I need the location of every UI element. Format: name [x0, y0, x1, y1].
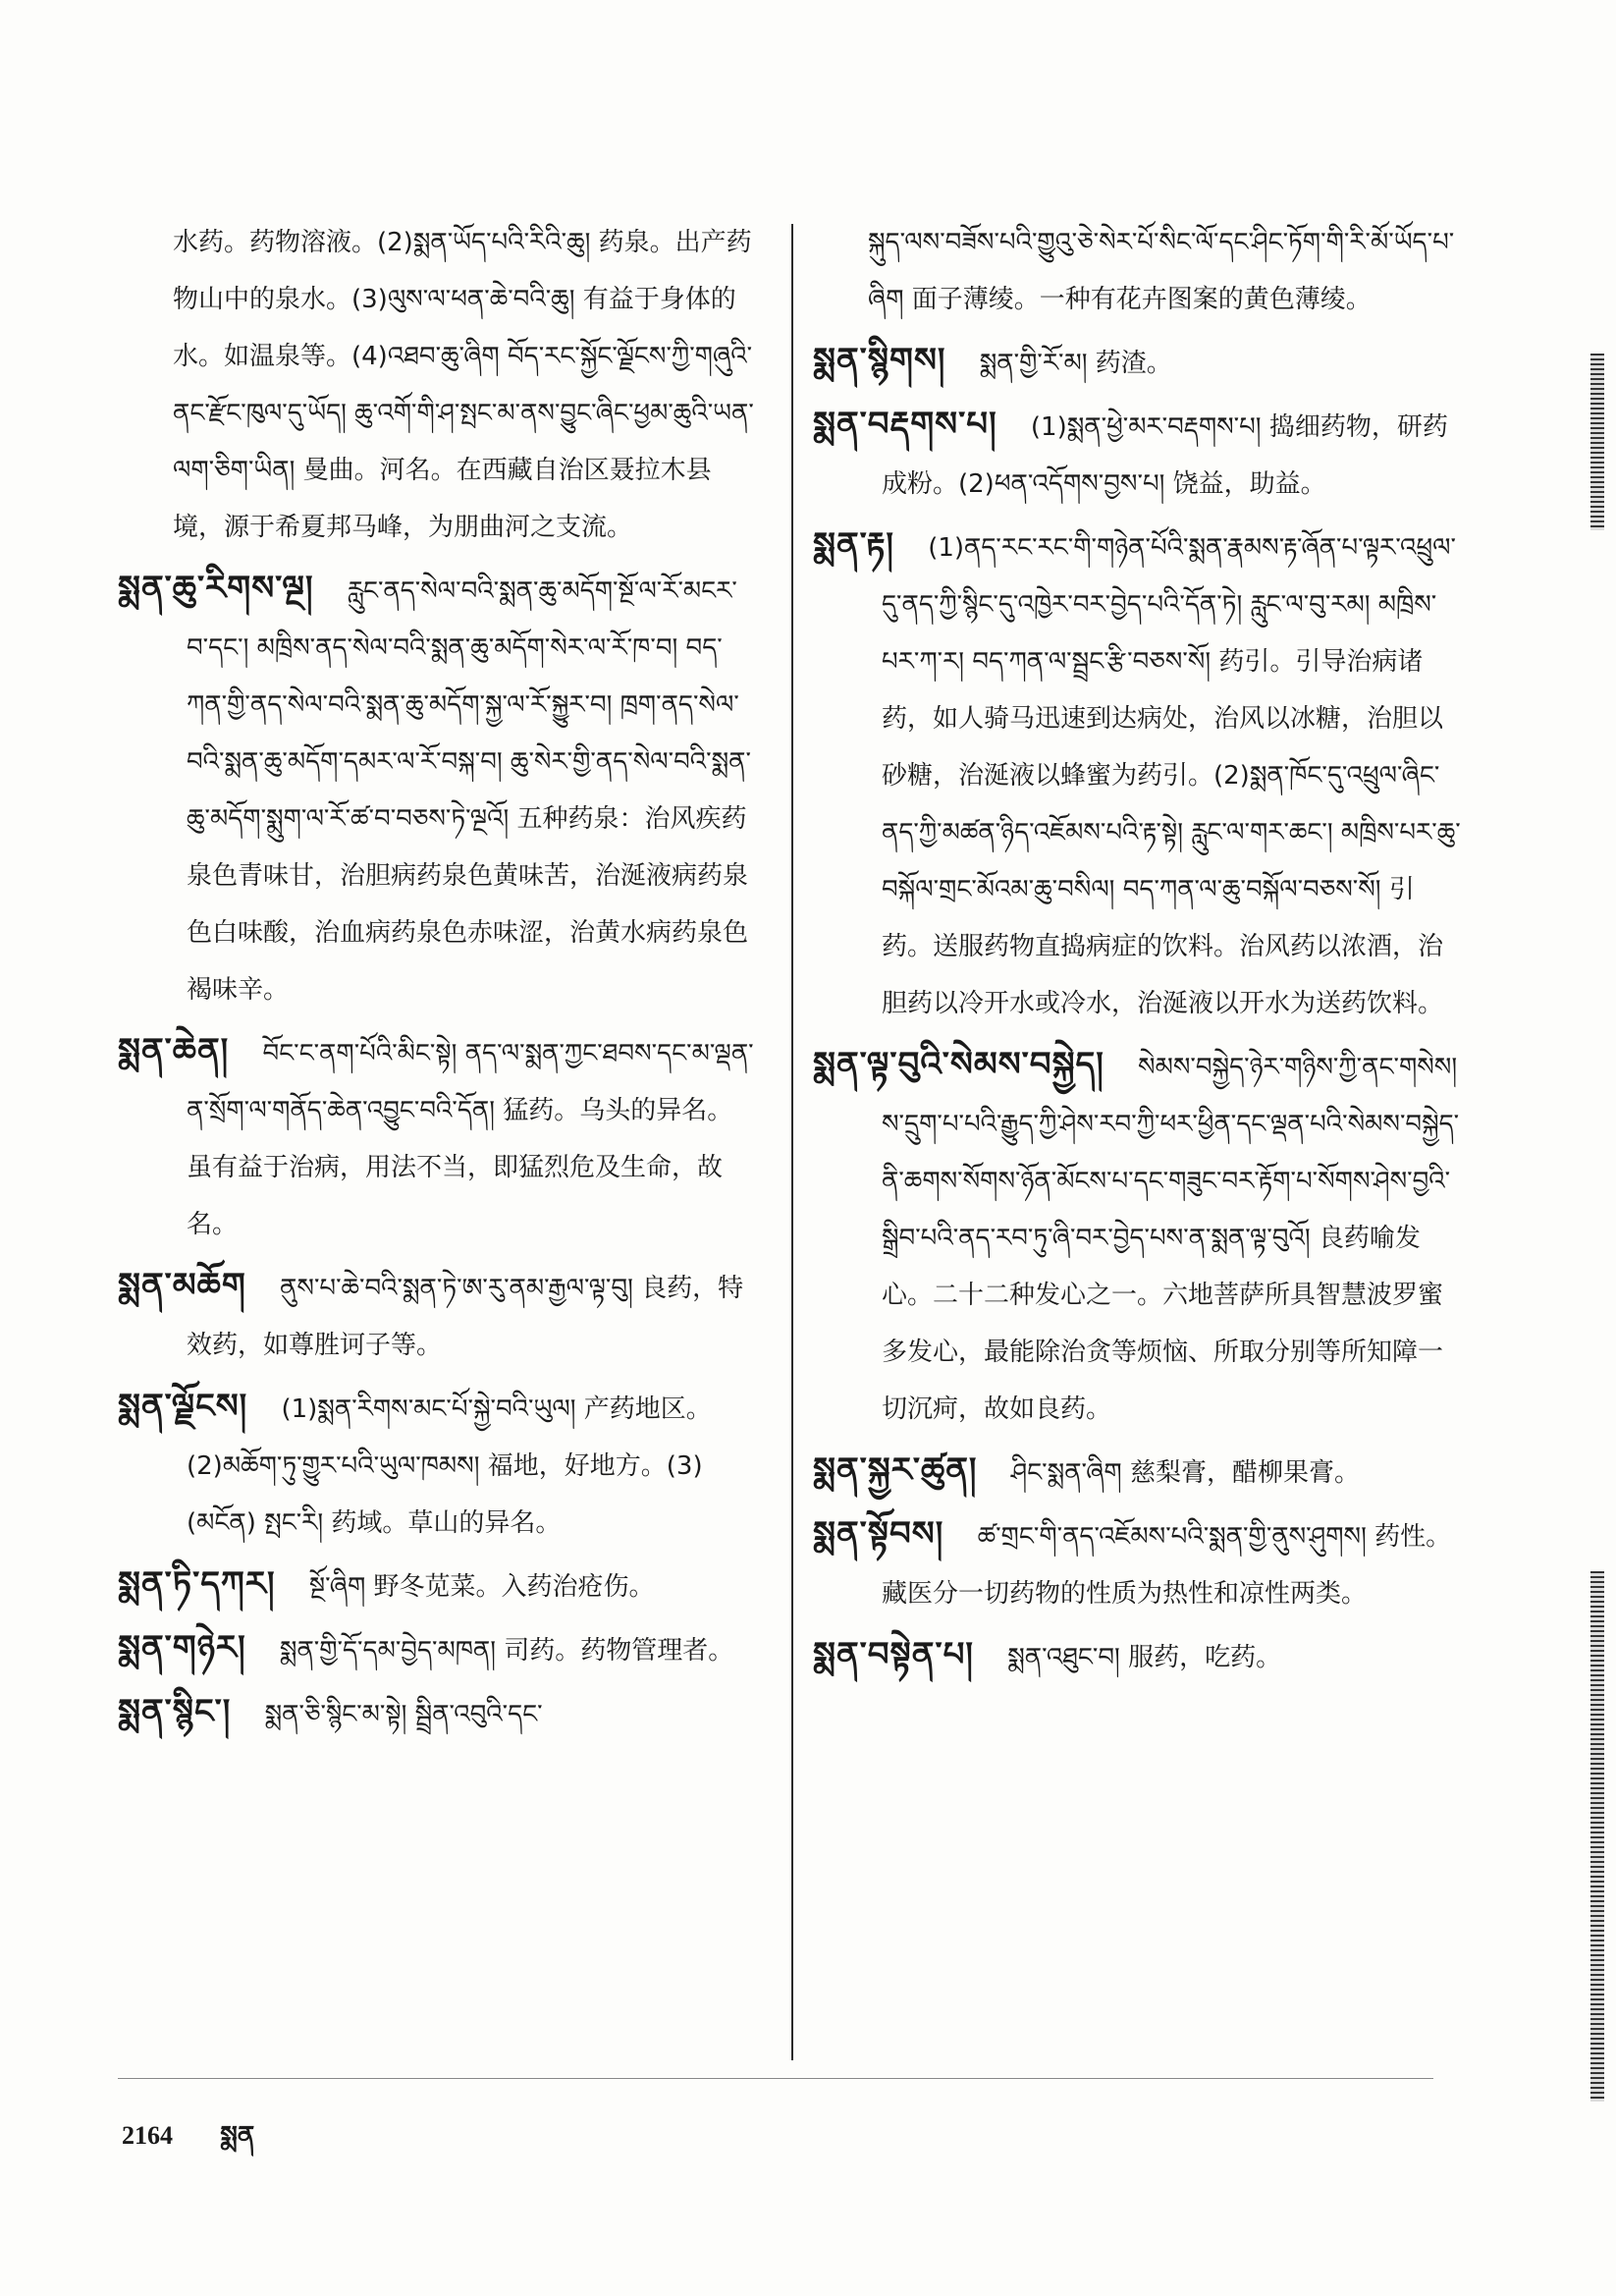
entry-text: (1)སྨན་རིགས་མང་པོ་སྐྱེ་བའི་ཡུལ། 产药地区。(2)མཆོག་ཏུ་གྱུར་པའི་ཡུལ་ཁམས། 福地，好地方。(3)(མངོན) སྤང་རི། 药域。草山的异名。	[187, 1394, 712, 1538]
entry-text: བོང་ང་ནག་པོའི་མིང་སྟེ། ནད་ལ་སྨན་ཀྱང་ཐབས་དང་མ་ལྡན་ན་སྲོག་ལ་གནོད་ཆེན་འབྱུང་བའི་དོན། 猛药。乌头的异名。虽有益于治病，用法不当，即猛烈危及生命，故名。	[187, 1039, 754, 1239]
entry-headword: སྨན་ལྟ་བུའི་སེམས་བསྐྱེད།	[813, 1045, 1104, 1084]
entry-headword: སྨན་རྟ།	[813, 525, 894, 565]
guide-word: སྨན	[220, 2121, 255, 2151]
dictionary-entry	[813, 1442, 1461, 1502]
entry-text: སྨན་ཅི་སྙིང་མ་སྟེ། སྦྲིན་འབུའི་དང་	[264, 1700, 543, 1729]
entry-headword: སྨན་ཆེན།	[118, 1031, 230, 1070]
scan-edge-marks	[1585, 354, 1610, 2121]
dictionary-entry	[813, 396, 1461, 513]
entry-text: སྐུད་ལས་བཟོས་པའི་གྱུའུ་ཅེ་སེར་པོ་སིང་ལོ་དང་ཤིང་ཏོག་གི་རི་མོ་ཡོད་པ་ཞིག 面子薄绫。一种有花卉图案的黄色薄绫。	[868, 228, 1455, 314]
entry-text: ནུས་པ་ཆེ་བའི་སྨན་ཏེ་ཨ་རུ་ནམ་རྒྱལ་ལྟ་བུ། 良药，特效药，如尊胜诃子等。	[187, 1274, 744, 1360]
page-footer	[122, 2107, 254, 2179]
left-column	[118, 214, 756, 1747]
entry-headword: སྨན་ཏི་དཀར།	[118, 1564, 276, 1604]
entry-text: ཚ་གྲང་གི་ནད་འཇོམས་པའི་སྨན་གྱི་ནུས་ཤུགས། 药性。藏医分一切药物的性质为热性和凉性两类。	[882, 1522, 1452, 1609]
entry-headword: སྨན་སྐྱར་ཚུན།	[813, 1450, 978, 1490]
entry-headword: སྨན་སྙིང་།	[118, 1692, 232, 1731]
entry-headword: སྨན་བསྟེན་པ།	[813, 1635, 974, 1674]
entry-headword: སྨན་གཉེར།	[118, 1628, 246, 1667]
page-number: 2164	[122, 2121, 173, 2150]
entry-text: རླུང་ནད་སེལ་བའི་སྨན་ཆུ་མདོག་སྔོ་ལ་རོ་མངར་བ་དང་། མཁྲིས་ནད་སེལ་བའི་སྨན་ཆུ་མདོག་སེར་ལ་རོ་ཁ་བ། བད་ཀན་གྱི་ནད་སེལ་བའི་སྨན་ཆུ་མདོག་སྐྱ་ལ་རོ་སྐྱུར་བ། ཁྲག་ནད་སེལ་བའི་སྨན་ཆུ་མདོག་དམར་ལ་རོ་བསྐ་བ། ཆུ་སེར་གྱི་ནད་སེལ་བའི་སྨན་ཆུ་མདོག་སྨུག་ལ་རོ་ཚ་བ་བཅས་ཏེ་ལྔའོ། 五种药泉：治风疾药泉色青味甘，治胆病药泉色黄味苦，治涎液病药泉色白味酸，治血病药泉色赤味涩，治黄水病药泉色褐味辛。	[187, 576, 751, 1005]
entry-continued	[813, 214, 1461, 328]
dictionary-entry	[813, 1036, 1461, 1438]
entry-text: (1)ནད་རང་རང་གི་གཉེན་པོའི་སྨན་རྣམས་རྟ་ཞོན་པ་ལྟར་འཕྲུལ་དུ་ནད་ཀྱི་སྙིང་དུ་འཁྱེར་བར་བྱེད་པའི་དོན་ཏེ། རླུང་ལ་བུ་རམ། མཁྲིས་པར་ཀ་ར། བད་ཀན་ལ་སྦྲང་རྩི་བཅས་སོ། 药引。引导治病诸药，如人骑马迅速到达病处，治风以冰糖，治胆以砂糖，治涎液以蜂蜜为药引。(2)སྨན་ཁོང་དུ་འཕྲུལ་ཞིང་ནད་ཀྱི་མཚན་ཉིད་འཇོམས་པའི་རྟ་སྟེ། རླུང་ལ་གར་ཆང་། མཁྲིས་པར་ཆུ་བསྐོལ་གྲང་མོའམ་ཆུ་བསིལ། བད་ཀན་ལ་ཆུ་བསྐོལ་བཅས་སོ། 引药。送服药物直捣病症的饮料。治风药以浓酒，治胆药以冷开水或冷水，治涎液以开水为送药饮料。	[882, 533, 1461, 1018]
dictionary-entry	[118, 560, 756, 1018]
dictionary-entry	[118, 1556, 756, 1615]
entry-headword: སྨན་མཆོག	[118, 1266, 246, 1305]
entry-text: སེམས་བསྐྱེད་ཉེར་གཉིས་ཀྱི་ནང་གསེས། ས་དྲུག་པ་པའི་རྒྱུད་ཀྱི་ཤེས་རབ་ཀྱི་ཕར་ཕྱིན་དང་ལྡན་པའི་སེམས་བསྐྱེད་ནི་ཆགས་སོགས་ཉོན་མོངས་པ་དང་གཟུང་བར་རྟོག་པ་སོགས་ཤེས་བྱའི་སྒྲིབ་པའི་ནད་རབ་ཏུ་ཞི་བར་བྱེད་པས་ན་སྨན་ལྟ་བུའོ། 良药喻发心。二十二种发心之一。六地菩萨所具智慧波罗蜜多发心，最能除治贪等烦恼、所取分别等所知障一切沉疴，故如良药。	[882, 1053, 1460, 1424]
entry-headword: སྨན་སྟོབས།	[813, 1514, 944, 1554]
entry-headword: སྨན་ལྗོངས།	[118, 1387, 248, 1426]
dictionary-entry	[813, 517, 1461, 1032]
footer-rule	[118, 2078, 1433, 2079]
entry-continued	[118, 214, 756, 556]
dictionary-entry	[118, 1619, 756, 1679]
right-column	[813, 214, 1461, 1690]
entry-text: སྨན་འཐུང་བ། 服药，吃药。	[1007, 1643, 1282, 1672]
dictionary-entry	[813, 1626, 1461, 1686]
entry-text: ཤིང་སྨན་ཞིག 慈梨膏，醋柳果膏。	[1010, 1458, 1360, 1488]
entry-text: སྔོ་ཞིག 野冬苋菜。入药治疮伤。	[308, 1572, 655, 1602]
dictionary-entry	[118, 1022, 756, 1253]
dictionary-entry	[118, 1683, 756, 1743]
column-divider	[791, 224, 793, 2060]
dictionary-entry	[118, 1257, 756, 1374]
entry-text: 水药。药物溶液。(2)སྨན་ཡོད་པའི་རིའི་ཆུ། 药泉。出产药物山中的泉水。(3)ལུས་ལ་ཕན་ཆེ་བའི་ཆུ། 有益于身体的水。如温泉等。(4)འཐབ་ཆུ་ཞིག བོད་རང་སྐྱོང་ལྗོངས་ཀྱི་གཞུའི་ནང་རྫོང་ཁུལ་དུ་ཡོད། ཆུ་འགོ་གི་ཤ་སྤང་མ་ནས་བྱུང་ཞིང་ཕྱམ་ཆུའི་ཡན་ལག་ཅིག་ཡིན། 曼曲。河名。在西藏自治区聂拉木县境，源于希夏邦马峰，为朋曲河之支流。	[173, 228, 754, 542]
dictionary-entry	[813, 332, 1461, 392]
entry-headword: སྨན་ཆུ་རིགས་ལྔ།	[118, 569, 314, 608]
entry-text: སྨན་གྱི་རོ་མ། 药渣。	[979, 349, 1172, 378]
dictionary-entry	[813, 1505, 1461, 1622]
dictionary-entry	[118, 1378, 756, 1552]
entry-headword: སྨན་སྙིགས།	[813, 341, 946, 380]
entry-text: (1)སྨན་ཕྱེ་མར་བརྡགས་པ། 捣细药物，研药成粉。(2)ཕན་འདོགས་བྱས་པ། 饶益，助益。	[882, 412, 1448, 499]
entry-headword: སྨན་བརྡགས་པ།	[813, 405, 997, 444]
entry-text: སྨན་གྱི་དོ་དམ་བྱེད་མཁན། 司药。药物管理者。	[279, 1636, 734, 1666]
